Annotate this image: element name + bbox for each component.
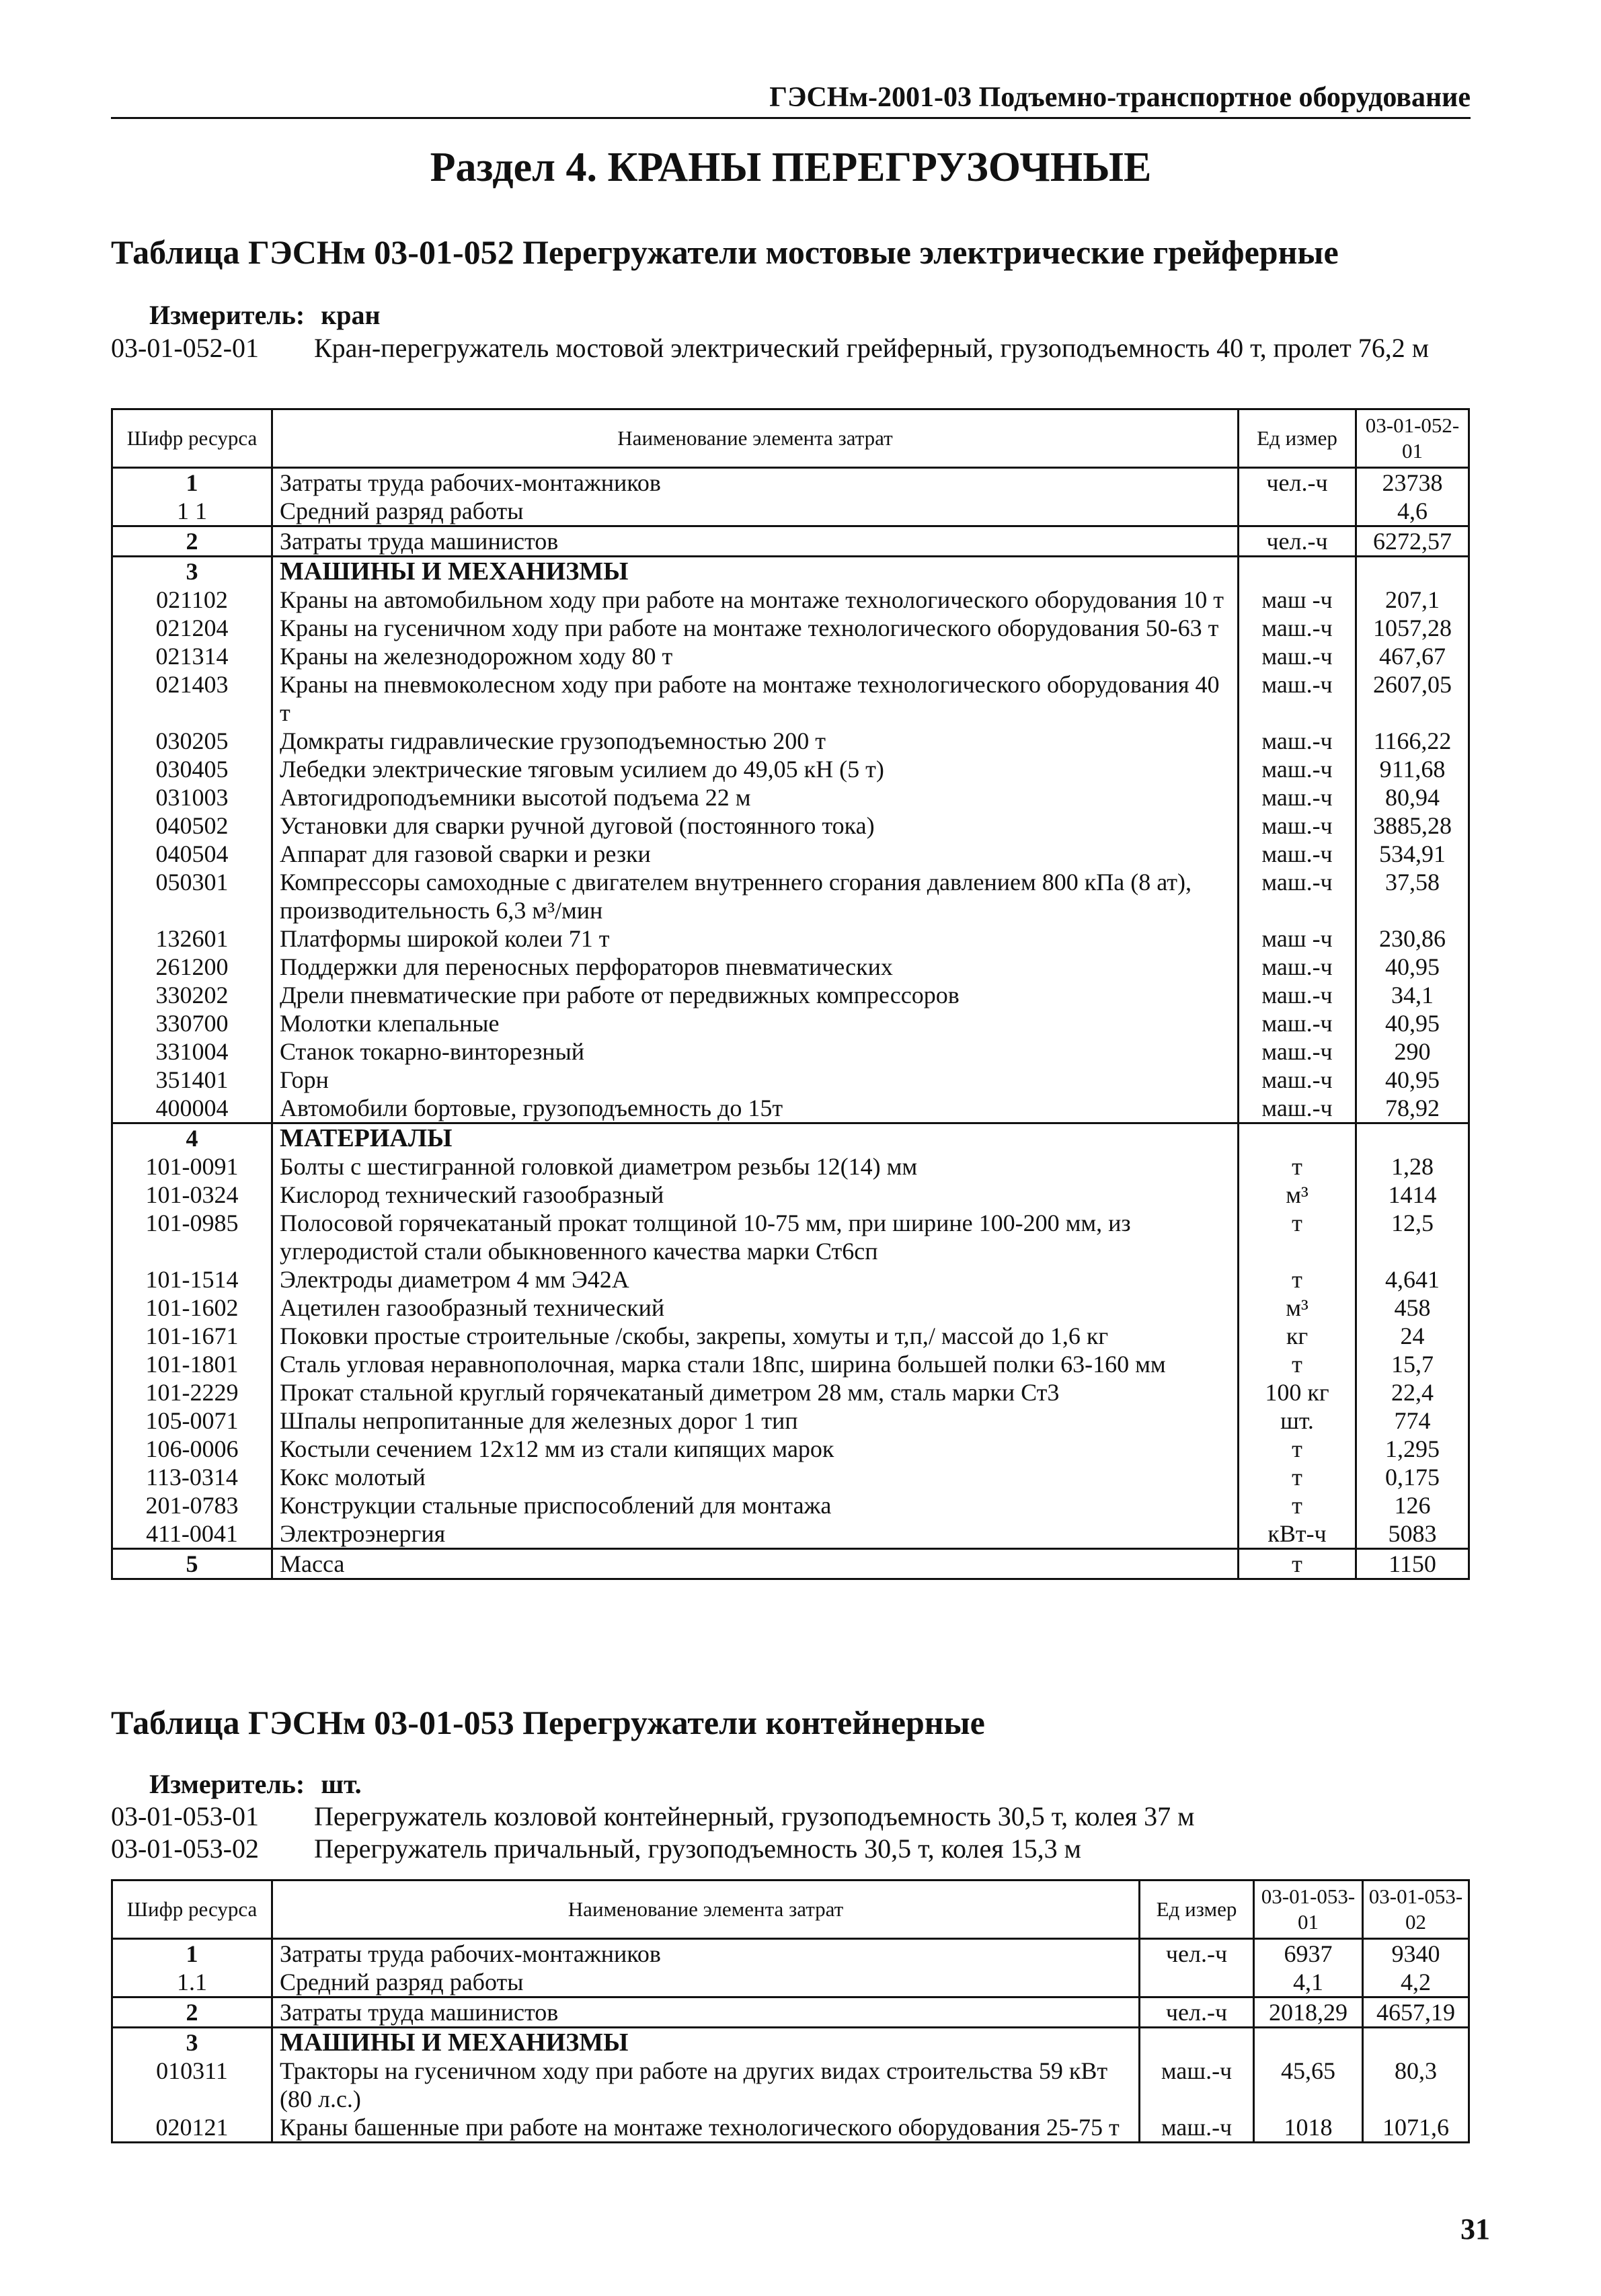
resource-code: 101-0091 xyxy=(112,1152,272,1181)
norm-description: Перегружатель козловой контейнерный, грузоподъемность 30,5 т, колея 37 м xyxy=(314,1801,1195,1831)
column-header: Шифр ресурса xyxy=(112,1881,272,1939)
column-header: Ед измер xyxy=(1239,409,1356,468)
resource-code: 101-1602 xyxy=(112,1294,272,1322)
cost-element-name: Тракторы на гусеничном ходу при работе на других видах строительства 59 кВт (80 л.с.) xyxy=(272,2057,1140,2113)
column-header: Ед измер xyxy=(1140,1881,1254,1939)
resource-code: 101-2229 xyxy=(112,1378,272,1407)
resource-code: 050301 xyxy=(112,868,272,924)
norm-value: 3885,28 xyxy=(1356,811,1469,840)
table-row xyxy=(112,783,1469,811)
cost-element-name: Автогидроподъемники высотой подъема 22 м xyxy=(272,783,1239,811)
resource-code: 2 xyxy=(112,526,272,557)
norm-value: 6272,57 xyxy=(1356,526,1469,557)
unit: т xyxy=(1239,1265,1356,1294)
resource-code: 400004 xyxy=(112,1094,272,1123)
running-header: ГЭСНм-2001-03 Подъемно-транспортное оборудование xyxy=(111,81,1471,119)
resource-code: 132601 xyxy=(112,924,272,953)
norm-value: 911,68 xyxy=(1356,755,1469,783)
cost-element-name: Затраты труда машинистов xyxy=(272,1997,1140,2028)
column-header: Наименование элемента затрат xyxy=(272,1881,1140,1939)
cost-element-name: Болты с шестигранной головкой диаметром резьбы 12(14) мм xyxy=(272,1152,1239,1181)
cost-element-name: Платформы широкой колеи 71 т xyxy=(272,924,1239,953)
norm-value: 6937 xyxy=(1254,1939,1363,1969)
cost-element-name: Ацетилен газообразный технический xyxy=(272,1294,1239,1322)
cost-element-name: Затраты труда машинистов xyxy=(272,526,1239,557)
norm-value: 4,2 xyxy=(1363,1968,1469,1997)
unit: маш -ч xyxy=(1239,924,1356,953)
unit xyxy=(1239,557,1356,586)
unit: маш.-ч xyxy=(1140,2057,1254,2113)
cost-element-name: Затраты труда рабочих-монтажников xyxy=(272,1939,1140,1969)
unit: маш.-ч xyxy=(1239,755,1356,783)
column-header: Шифр ресурса xyxy=(112,409,272,468)
resource-code: 030205 xyxy=(112,727,272,755)
table1-header-row xyxy=(112,409,1469,468)
resource-code: 1 xyxy=(112,1939,272,1969)
norm-value: 4,641 xyxy=(1356,1265,1469,1294)
norm-value: 1166,22 xyxy=(1356,727,1469,755)
cost-element-name: Молотки клепальные xyxy=(272,1009,1239,1037)
unit xyxy=(1239,497,1356,526)
table-row xyxy=(112,526,1469,557)
resource-code: 030405 xyxy=(112,755,272,783)
unit: т xyxy=(1239,1152,1356,1181)
norm-value: 45,65 xyxy=(1254,2057,1363,2113)
resource-code: 411-0041 xyxy=(112,1519,272,1549)
unit: м³ xyxy=(1239,1181,1356,1209)
norm-value: 80,94 xyxy=(1356,783,1469,811)
resource-code: 105-0071 xyxy=(112,1407,272,1435)
norm-value: 23738 xyxy=(1356,468,1469,498)
table-row xyxy=(112,727,1469,755)
resource-code: 331004 xyxy=(112,1037,272,1066)
table-row xyxy=(112,1407,1469,1435)
table-row xyxy=(112,1378,1469,1407)
table-row xyxy=(112,840,1469,868)
unit xyxy=(1239,1123,1356,1153)
norm-value: 78,92 xyxy=(1356,1094,1469,1123)
resource-code: 031003 xyxy=(112,783,272,811)
resource-code: 3 xyxy=(112,2028,272,2057)
table-row xyxy=(112,755,1469,783)
table-row xyxy=(112,2113,1469,2143)
norm-value: 40,95 xyxy=(1356,1066,1469,1094)
resource-code: 4 xyxy=(112,1123,272,1153)
norm-code-line xyxy=(111,1833,1471,1865)
cost-element-name: Краны на железнодорожном ходу 80 т xyxy=(272,642,1239,670)
norm-value: 9340 xyxy=(1363,1939,1469,1969)
table-row xyxy=(112,1009,1469,1037)
table2-title: Таблица ГЭСНм 03-01-053 Перегружатели контейнерные xyxy=(111,1704,985,1741)
cost-element-name: Средний разряд работы xyxy=(272,1968,1140,1997)
resource-code: 020121 xyxy=(112,2113,272,2143)
table-row xyxy=(112,1209,1469,1265)
resource-code: 101-1671 xyxy=(112,1322,272,1350)
cost-element-name: Электроды диаметром 4 мм Э42А xyxy=(272,1265,1239,1294)
unit: маш.-ч xyxy=(1239,811,1356,840)
table-row xyxy=(112,2028,1469,2057)
unit: чел.-ч xyxy=(1239,526,1356,557)
cost-element-name: Автомобили бортовые, грузоподъемность до 15т xyxy=(272,1094,1239,1123)
norm-value: 4,1 xyxy=(1254,1968,1363,1997)
table-row xyxy=(112,2057,1469,2113)
unit: маш.-ч xyxy=(1239,981,1356,1009)
unit: т xyxy=(1239,1209,1356,1265)
cost-element-name: Поковки простые строительные /скобы, закрепы, хомуты и т,п,/ массой до 1,6 кг xyxy=(272,1322,1239,1350)
unit: 100 кг xyxy=(1239,1378,1356,1407)
resource-code: 1.1 xyxy=(112,1968,272,1997)
norm-value: 4,6 xyxy=(1356,497,1469,526)
column-header: Наименование элемента затрат xyxy=(272,409,1239,468)
norm-description: Кран-перегружатель мостовой электрический грейферный, грузоподъемность 40 т, пролет 76,2 м xyxy=(314,333,1430,363)
table2-measure xyxy=(149,1768,362,1800)
norm-value: 230,86 xyxy=(1356,924,1469,953)
measure-value: кран xyxy=(321,300,381,330)
cost-element-name: Краны на автомобильном ходу при работе на монтаже технологического оборудования 10 т xyxy=(272,586,1239,614)
resource-code: 3 xyxy=(112,557,272,586)
column-header: 03-01-053-02 xyxy=(1363,1881,1469,1939)
resource-code: 330700 xyxy=(112,1009,272,1037)
unit: маш.-ч xyxy=(1239,670,1356,727)
norm-value: 1150 xyxy=(1356,1549,1469,1579)
resource-code: 021403 xyxy=(112,670,272,727)
unit: м³ xyxy=(1239,1294,1356,1322)
norm-value: 774 xyxy=(1356,1407,1469,1435)
table2-header-row xyxy=(112,1881,1469,1939)
cost-element-name: Костыли сечением 12х12 мм из стали кипящих марок xyxy=(272,1435,1239,1463)
norm-value: 24 xyxy=(1356,1322,1469,1350)
table-row xyxy=(112,586,1469,614)
norm-value: 34,1 xyxy=(1356,981,1469,1009)
unit: чел.-ч xyxy=(1140,1939,1254,1969)
table-row xyxy=(112,1094,1469,1123)
unit: маш.-ч xyxy=(1239,1094,1356,1123)
cost-element-name: Поддержки для переносных перфораторов пневматических xyxy=(272,953,1239,981)
norm-value: 1071,6 xyxy=(1363,2113,1469,2143)
norm-value xyxy=(1356,1123,1469,1153)
unit: т xyxy=(1239,1463,1356,1491)
table2 xyxy=(111,1879,1470,2143)
unit: т xyxy=(1239,1435,1356,1463)
measure-label: Измеритель: xyxy=(149,1769,305,1799)
cost-element-name: Электроэнергия xyxy=(272,1519,1239,1549)
table-row xyxy=(112,868,1469,924)
norm-value: 1018 xyxy=(1254,2113,1363,2143)
norm-value: 290 xyxy=(1356,1037,1469,1066)
norm-code: 03-01-052-01 xyxy=(111,333,259,363)
resource-code: 113-0314 xyxy=(112,1463,272,1491)
resource-code: 010311 xyxy=(112,2057,272,2113)
resource-code: 201-0783 xyxy=(112,1491,272,1519)
norm-value: 458 xyxy=(1356,1294,1469,1322)
resource-code: 1 xyxy=(112,468,272,498)
resource-code: 021314 xyxy=(112,642,272,670)
cost-element-name: МАТЕРИАЛЫ xyxy=(272,1123,1239,1153)
resource-code: 330202 xyxy=(112,981,272,1009)
norm-value xyxy=(1356,557,1469,586)
norm-value: 1,295 xyxy=(1356,1435,1469,1463)
table-row xyxy=(112,1939,1469,1969)
norm-value: 40,95 xyxy=(1356,1009,1469,1037)
unit: маш.-ч xyxy=(1239,642,1356,670)
norm-code: 03-01-053-02 xyxy=(111,1833,259,1864)
table-row xyxy=(112,497,1469,526)
cost-element-name: Краны на гусеничном ходу при работе на монтаже технологического оборудования 50-63 т xyxy=(272,614,1239,642)
cost-element-name: Аппарат для газовой сварки и резки xyxy=(272,840,1239,868)
cost-element-name: Лебедки электрические тяговым усилием до 49,05 кН (5 т) xyxy=(272,755,1239,783)
unit: маш.-ч xyxy=(1239,1066,1356,1094)
norm-code: 03-01-053-01 xyxy=(111,1801,259,1831)
column-header: 03-01-052-01 xyxy=(1356,409,1469,468)
table-row xyxy=(112,1066,1469,1094)
table-row xyxy=(112,1997,1469,2028)
table-row xyxy=(112,981,1469,1009)
unit: маш.-ч xyxy=(1239,727,1356,755)
cost-element-name: Краны на пневмоколесном ходу при работе на монтаже технологического оборудования 40 т xyxy=(272,670,1239,727)
table-row xyxy=(112,670,1469,727)
cost-element-name: Средний разряд работы xyxy=(272,497,1239,526)
unit: кг xyxy=(1239,1322,1356,1350)
norm-description: Перегружатель причальный, грузоподъемность 30,5 т, колея 15,3 м xyxy=(314,1833,1081,1864)
table-row xyxy=(112,1350,1469,1378)
table-row xyxy=(112,1181,1469,1209)
table-row xyxy=(112,642,1469,670)
cost-element-name: Сталь угловая неравнополочная, марка стали 18пс, ширина большей полки 63-160 мм xyxy=(272,1350,1239,1378)
table-row xyxy=(112,1549,1469,1579)
norm-value: 0,175 xyxy=(1356,1463,1469,1491)
norm-value xyxy=(1363,2028,1469,2057)
table-row xyxy=(112,468,1469,498)
resource-code: 106-0006 xyxy=(112,1435,272,1463)
unit: маш.-ч xyxy=(1239,614,1356,642)
norm-value: 1,28 xyxy=(1356,1152,1469,1181)
table-row xyxy=(112,811,1469,840)
norm-value: 534,91 xyxy=(1356,840,1469,868)
resource-code: 101-0985 xyxy=(112,1209,272,1265)
norm-value: 1414 xyxy=(1356,1181,1469,1209)
unit xyxy=(1140,2028,1254,2057)
unit: маш.-ч xyxy=(1239,1037,1356,1066)
measure-label: Измеритель: xyxy=(149,300,305,330)
measure-value: шт. xyxy=(321,1769,362,1799)
resource-code: 5 xyxy=(112,1549,272,1579)
norm-value: 15,7 xyxy=(1356,1350,1469,1378)
unit: маш.-ч xyxy=(1239,840,1356,868)
table-row xyxy=(112,1322,1469,1350)
table-row xyxy=(112,614,1469,642)
cost-element-name: Кокс молотый xyxy=(272,1463,1239,1491)
cost-element-name: Конструкции стальные приспособлений для монтажа xyxy=(272,1491,1239,1519)
table1 xyxy=(111,408,1470,1580)
cost-element-name: Краны башенные при работе на монтаже технологического оборудования 25-75 т xyxy=(272,2113,1140,2143)
norm-value xyxy=(1254,2028,1363,2057)
resource-code: 2 xyxy=(112,1997,272,2028)
cost-element-name: Горн xyxy=(272,1066,1239,1094)
norm-code-line xyxy=(111,1800,1471,1833)
resource-code: 021204 xyxy=(112,614,272,642)
unit: шт. xyxy=(1239,1407,1356,1435)
norm-value: 2607,05 xyxy=(1356,670,1469,727)
cost-element-name: МАШИНЫ И МЕХАНИЗМЫ xyxy=(272,2028,1140,2057)
cost-element-name: Станок токарно-винторезный xyxy=(272,1037,1239,1066)
resource-code: 040502 xyxy=(112,811,272,840)
resource-code: 101-1801 xyxy=(112,1350,272,1378)
column-header: 03-01-053-01 xyxy=(1254,1881,1363,1939)
unit: маш.-ч xyxy=(1239,783,1356,811)
norm-value: 22,4 xyxy=(1356,1378,1469,1407)
unit: т xyxy=(1239,1350,1356,1378)
cost-element-name: Домкраты гидравлические грузоподъемностью 200 т xyxy=(272,727,1239,755)
table-row xyxy=(112,1152,1469,1181)
unit: чел.-ч xyxy=(1140,1997,1254,2028)
cost-element-name: Затраты труда рабочих-монтажников xyxy=(272,468,1239,498)
unit: маш.-ч xyxy=(1140,2113,1254,2143)
unit: т xyxy=(1239,1549,1356,1579)
norm-code-line xyxy=(111,332,1471,364)
resource-code: 261200 xyxy=(112,953,272,981)
norm-value: 2018,29 xyxy=(1254,1997,1363,2028)
unit: маш.-ч xyxy=(1239,953,1356,981)
cost-element-name: Кислород технический газообразный xyxy=(272,1181,1239,1209)
resource-code: 101-1514 xyxy=(112,1265,272,1294)
norm-value: 1057,28 xyxy=(1356,614,1469,642)
norm-value: 207,1 xyxy=(1356,586,1469,614)
table-row xyxy=(112,1435,1469,1463)
table-row xyxy=(112,1491,1469,1519)
table-row xyxy=(112,1968,1469,1997)
table1-title: Таблица ГЭСНм 03-01-052 Перегружатели мостовые электрические грейферные xyxy=(111,233,1339,271)
resource-code: 1 1 xyxy=(112,497,272,526)
section-title: Раздел 4. КРАНЫ ПЕРЕГРУЗОЧНЫЕ xyxy=(430,145,1152,190)
table-row xyxy=(112,953,1469,981)
unit: маш -ч xyxy=(1239,586,1356,614)
resource-code: 040504 xyxy=(112,840,272,868)
table-row xyxy=(112,1265,1469,1294)
norm-value: 5083 xyxy=(1356,1519,1469,1549)
table-row xyxy=(112,557,1469,586)
table-row xyxy=(112,1519,1469,1549)
norm-value: 126 xyxy=(1356,1491,1469,1519)
table-row xyxy=(112,1123,1469,1153)
norm-value: 37,58 xyxy=(1356,868,1469,924)
norm-value: 467,67 xyxy=(1356,642,1469,670)
norm-value: 80,3 xyxy=(1363,2057,1469,2113)
table-row xyxy=(112,1463,1469,1491)
cost-element-name: Компрессоры самоходные с двигателем внутреннего сгорания давлением 800 кПа (8 ат), производительность 6,3 м³/мин xyxy=(272,868,1239,924)
unit: маш.-ч xyxy=(1239,868,1356,924)
cost-element-name: Шпалы непропитанные для железных дорог 1 тип xyxy=(272,1407,1239,1435)
cost-element-name: Дрели пневматические при работе от передвижных компрессоров xyxy=(272,981,1239,1009)
cost-element-name: Установки для сварки ручной дуговой (постоянного тока) xyxy=(272,811,1239,840)
cost-element-name: МАШИНЫ И МЕХАНИЗМЫ xyxy=(272,557,1239,586)
resource-code: 101-0324 xyxy=(112,1181,272,1209)
norm-value: 12,5 xyxy=(1356,1209,1469,1265)
table-row xyxy=(112,1037,1469,1066)
unit: чел.-ч xyxy=(1239,468,1356,498)
resource-code: 351401 xyxy=(112,1066,272,1094)
cost-element-name: Полосовой горячекатаный прокат толщиной 10-75 мм, при ширине 100-200 мм, из углеродистой стали обыкновенного качества марки Ст6сп xyxy=(272,1209,1239,1265)
norm-value: 4657,19 xyxy=(1363,1997,1469,2028)
page-number: 31 xyxy=(1460,2213,1490,2246)
table1-measure xyxy=(149,299,381,331)
cost-element-name: Прокат стальной круглый горячекатаный диметром 28 мм, сталь марки Ст3 xyxy=(272,1378,1239,1407)
table-row xyxy=(112,1294,1469,1322)
resource-code: 021102 xyxy=(112,586,272,614)
unit xyxy=(1140,1968,1254,1997)
unit: т xyxy=(1239,1491,1356,1519)
norm-value: 40,95 xyxy=(1356,953,1469,981)
cost-element-name: Масса xyxy=(272,1549,1239,1579)
unit: маш.-ч xyxy=(1239,1009,1356,1037)
unit: кВт-ч xyxy=(1239,1519,1356,1549)
table-row xyxy=(112,924,1469,953)
